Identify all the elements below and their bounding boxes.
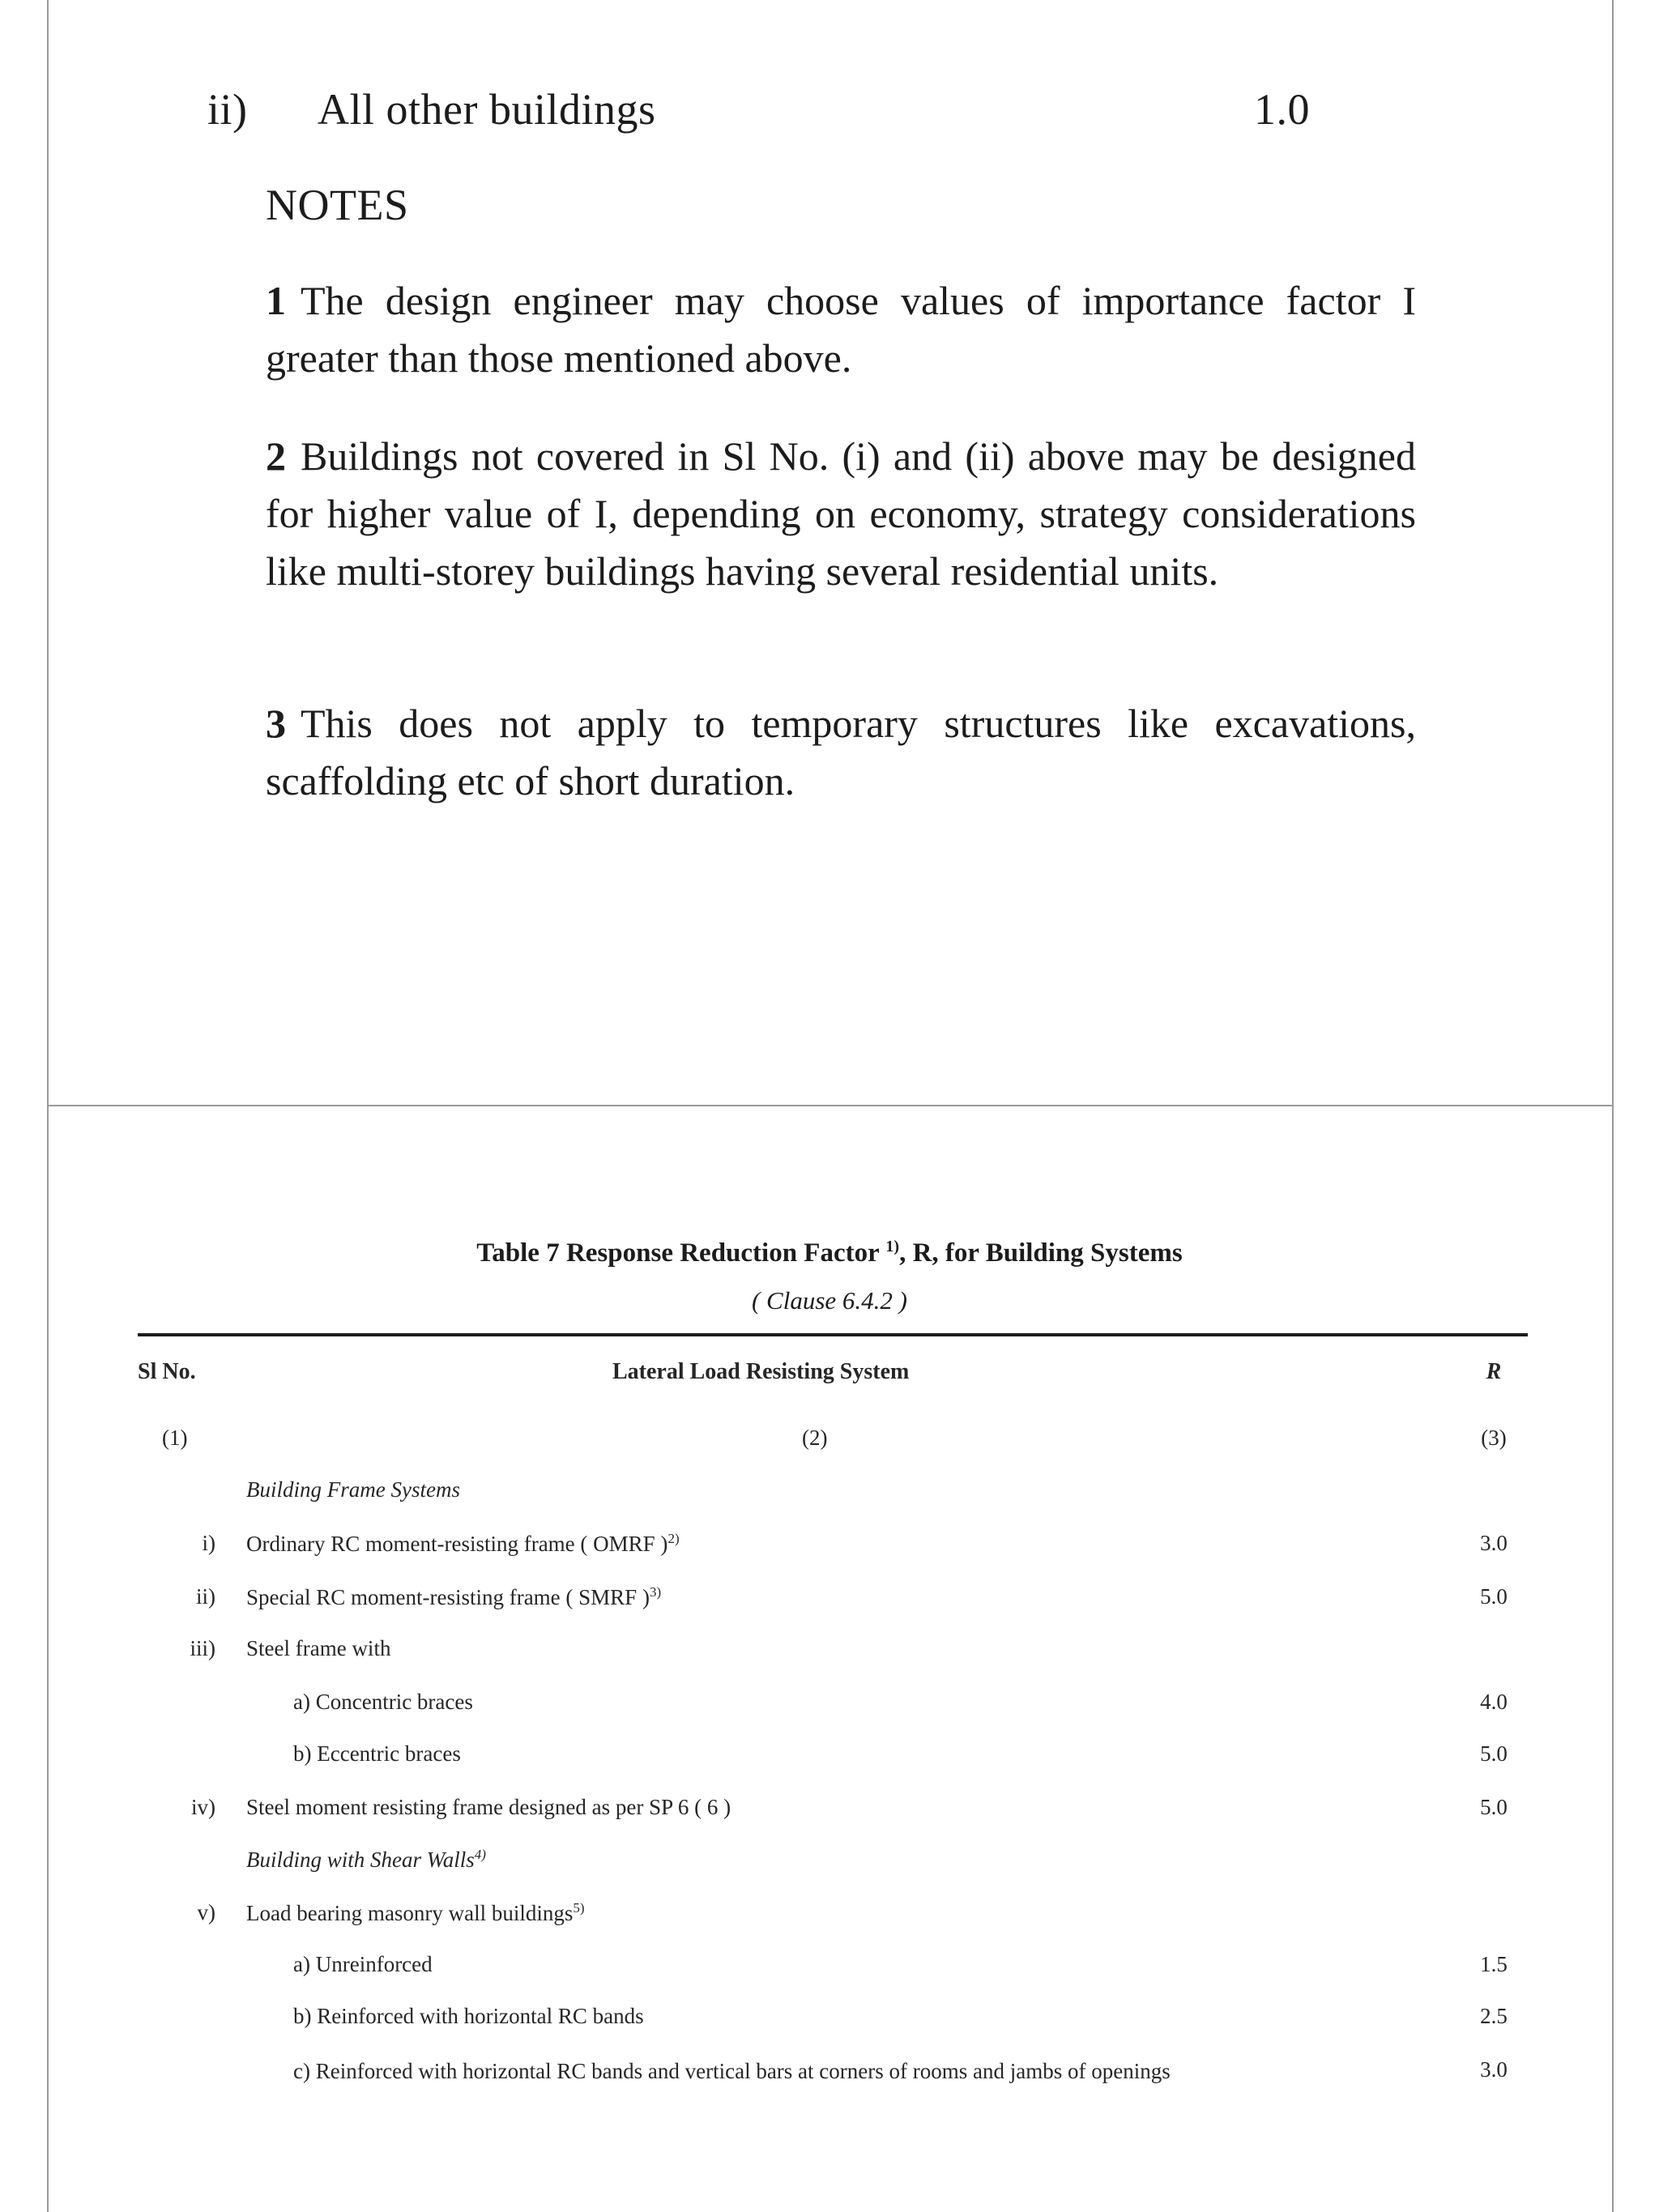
note-text: The design engineer may choose values of importance factor I greater than those mentioned above.: [266, 278, 1416, 381]
footnote-marker: 5): [573, 1900, 585, 1916]
subrow-system: b) Eccentric braces: [293, 1741, 461, 1766]
row-sl-number: iv): [191, 1795, 215, 1819]
row-value: 1.0: [1254, 85, 1310, 134]
table-title-suffix: , R, for Building Systems: [899, 1238, 1183, 1268]
note-3: [266, 695, 1416, 810]
footnote-marker: 3): [649, 1584, 662, 1600]
subrow-system: a) Unreinforced: [293, 1952, 433, 1976]
subrow-r-value: 5.0: [1480, 1741, 1508, 1766]
row-sl-number: i): [202, 1531, 215, 1555]
subrow-r-value: 4.0: [1480, 1690, 1508, 1714]
table-title: [0, 1238, 1659, 1268]
subrow-system: a) Concentric braces: [293, 1690, 473, 1714]
row-number: ii): [207, 85, 248, 134]
row-sl-number: iii): [190, 1636, 215, 1660]
table-clause-text: ( Clause 6.4.2 ): [751, 1286, 907, 1315]
notes-heading: NOTES: [266, 181, 409, 229]
subrow-system: b) Reinforced with horizontal RC bands: [293, 2004, 644, 2028]
section-heading: [246, 1477, 460, 1502]
row-system-text: Ordinary RC moment-resisting frame ( OMRF ): [246, 1532, 668, 1556]
row-system: [246, 1531, 680, 1557]
footnote-marker: 2): [667, 1531, 680, 1546]
row-label: All other buildings: [318, 85, 656, 134]
colnum-1: (1): [162, 1426, 188, 1450]
header-system: Lateral Load Resisting System: [612, 1359, 910, 1384]
footnote-marker: 4): [474, 1847, 486, 1862]
subrow-r-value: 1.5: [1480, 1952, 1508, 1976]
section-heading-text: Building with Shear Walls: [246, 1848, 475, 1872]
subrow-r-value: 2.5: [1480, 2004, 1508, 2028]
row-system-text: Steel frame with: [246, 1636, 391, 1660]
note-number: 2: [266, 433, 286, 479]
table-clause: [0, 1286, 1659, 1315]
row-sl-number: ii): [196, 1584, 215, 1609]
row-system: [246, 1636, 390, 1661]
note-number: 1: [266, 278, 286, 323]
slide-divider: [47, 1105, 1614, 1106]
table-title-footnote: 1): [885, 1238, 900, 1255]
colnum-3: (3): [1481, 1426, 1507, 1450]
subrow-system: c) Reinforced with horizontal RC bands and vertical bars at corners of rooms and jambs of openings: [293, 2059, 1171, 2083]
row-system: [246, 1584, 661, 1610]
header-sl-no: Sl No.: [138, 1359, 196, 1384]
row-system: [246, 1795, 731, 1820]
row-system-text: Load bearing masonry wall buildings: [246, 1901, 574, 1925]
subrow-r-value: 3.0: [1480, 2057, 1508, 2082]
row-r-value: 3.0: [1480, 1531, 1508, 1555]
header-r: R: [1486, 1359, 1502, 1384]
note-2: [266, 428, 1416, 600]
section-heading: [246, 1847, 486, 1873]
note-text: Buildings not covered in Sl No. (i) and (ii) above may be designed for higher value of I, depending on economy, strategy considerations like multi-storey buildings having several residential units.: [266, 433, 1416, 594]
note-number: 3: [266, 701, 286, 746]
section-heading-text: Building Frame Systems: [246, 1477, 460, 1502]
note-text: This does not apply to temporary structures like excavations, scaffolding etc of short duration.: [266, 701, 1416, 803]
row-sl-number: v): [197, 1900, 215, 1924]
table-title-text: Table 7 Response Reduction Factor: [476, 1238, 880, 1268]
row-r-value: 5.0: [1480, 1584, 1508, 1609]
row-r-value: 5.0: [1480, 1795, 1508, 1819]
table-top-rule: [138, 1333, 1528, 1336]
note-1: [266, 272, 1416, 387]
row-system-text: Steel moment resisting frame designed as per SP 6 ( 6 ): [246, 1795, 731, 1819]
row-system-text: Special RC moment-resisting frame ( SMRF ): [246, 1585, 650, 1609]
row-system: [246, 1900, 585, 1926]
colnum-2: (2): [802, 1426, 828, 1450]
